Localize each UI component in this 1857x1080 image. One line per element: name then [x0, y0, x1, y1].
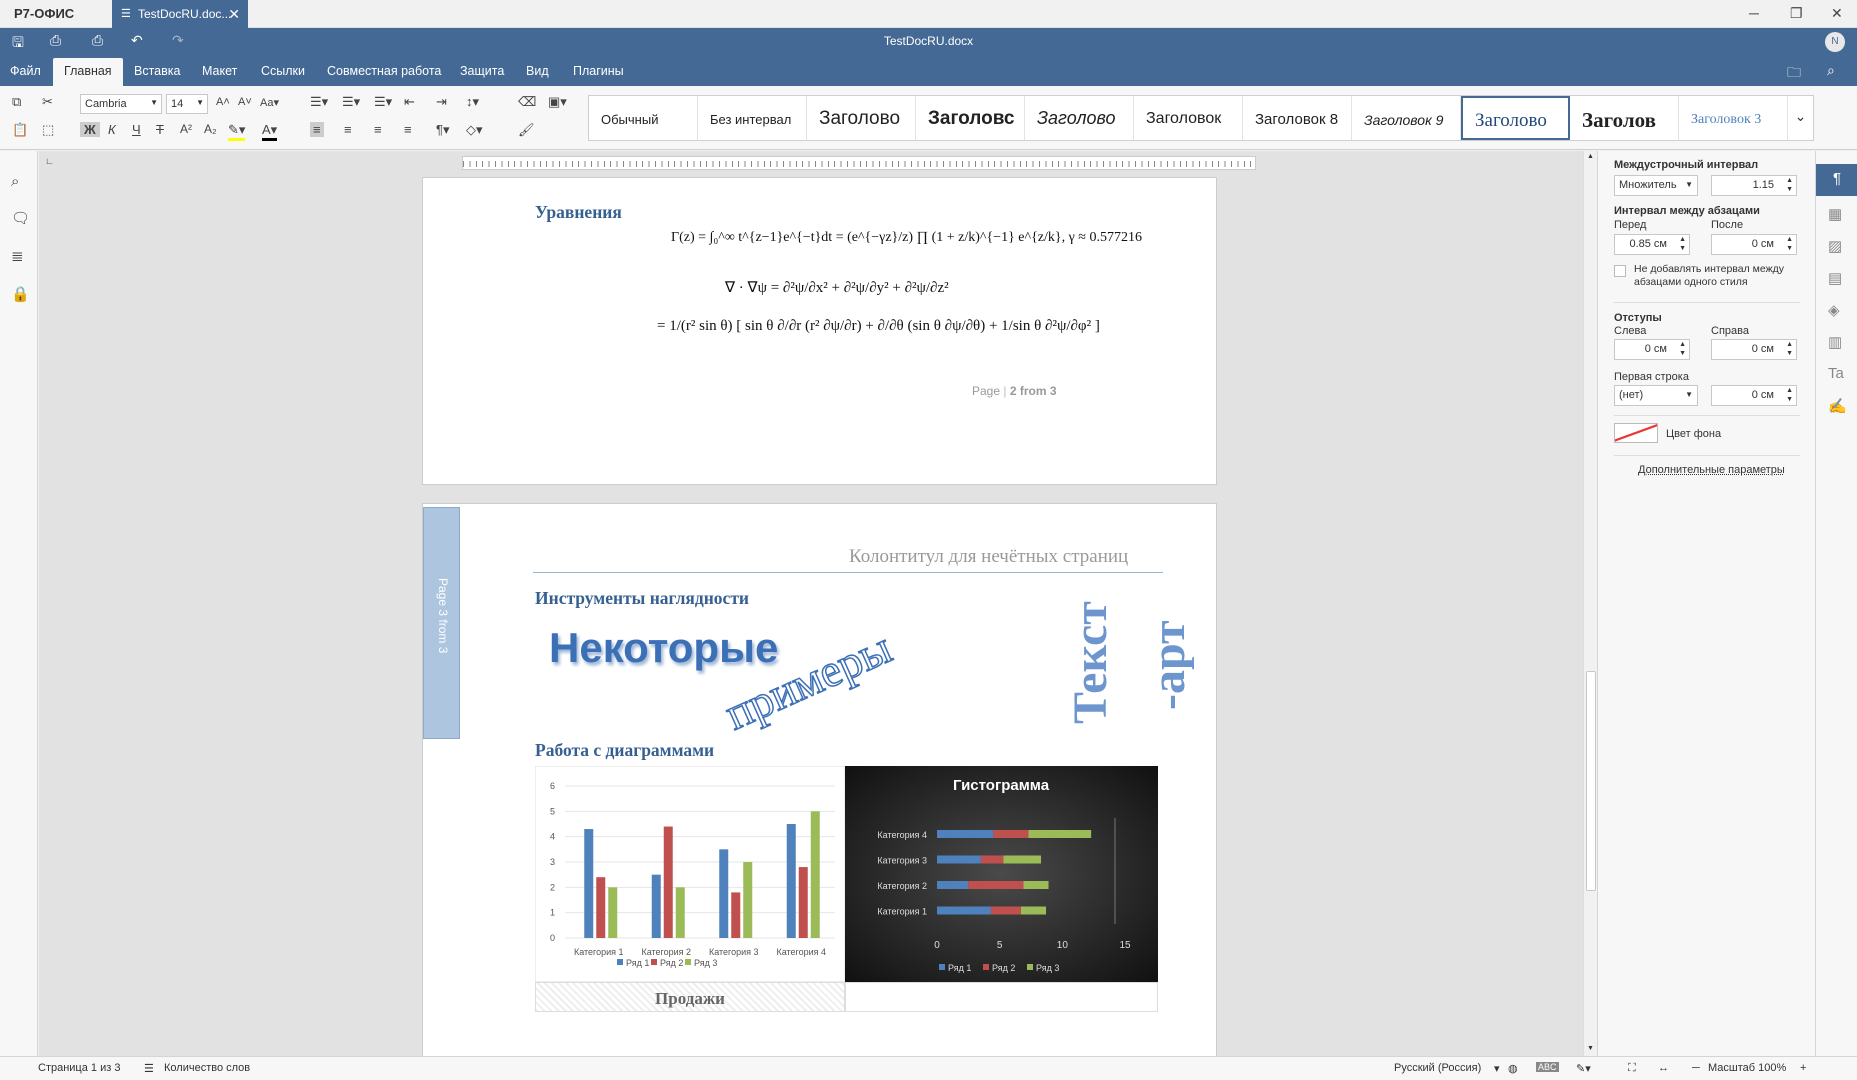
clear-style-icon[interactable]: ⌫ [518, 94, 537, 109]
document-tab[interactable] [112, 0, 248, 28]
spacing-before-input[interactable] [1614, 234, 1690, 255]
tab-stop-icon[interactable]: ∟ [45, 156, 54, 166]
search-icon[interactable]: ⌕ [11, 173, 20, 190]
image-icon[interactable]: ▨ [1828, 238, 1843, 255]
chart2-x-tick: 10 [1056, 940, 1068, 951]
chart1-bar [652, 875, 661, 938]
chart1-y-tick: 2 [549, 882, 555, 893]
spin-arrows-icon[interactable]: ▲ ▼ [1679, 341, 1686, 357]
divider [1614, 455, 1800, 456]
chart1-y-tick: 5 [549, 806, 555, 817]
language-dropdown-icon[interactable]: ▾ [1494, 1063, 1500, 1075]
chart2-x-tick: 0 [934, 940, 940, 951]
paste-icon[interactable]: 📋 [12, 122, 29, 137]
chart1-legend-swatch [651, 959, 657, 965]
signature-icon[interactable]: ✍ [1828, 398, 1847, 415]
font-name-select[interactable] [80, 94, 162, 114]
decrease-indent-icon[interactable]: ⇤ [404, 94, 415, 109]
spin-arrows-icon[interactable]: ▲ ▼ [1786, 177, 1793, 193]
chart2-bar [1003, 856, 1041, 864]
align-center-icon[interactable]: ≡ [344, 122, 352, 137]
scroll-thumb[interactable] [1586, 671, 1596, 891]
close-window-icon[interactable]: ✕ [1831, 5, 1843, 21]
stacked-bar-chart[interactable] [845, 766, 1158, 982]
color-scheme-icon[interactable]: ▣▾ [548, 94, 567, 109]
header-footer-icon[interactable]: ▤ [1828, 270, 1843, 287]
chart1-legend-label: Ряд 3 [694, 958, 718, 968]
no-interval-label: Не добавлять интервал между абзацами одного стиля [1634, 263, 1784, 288]
style-heading-3b[interactable]: Заголовок 3 [1679, 96, 1788, 140]
style-normal[interactable]: Обычный [589, 96, 698, 140]
zoom-in-icon[interactable]: + [1800, 1062, 1807, 1074]
globe-icon[interactable]: ◍ [1508, 1063, 1518, 1075]
menu-home[interactable]: Главная [53, 58, 123, 86]
spellcheck-icon[interactable]: ABC [1538, 1062, 1557, 1072]
menu-references[interactable]: Ссылки [261, 64, 306, 78]
justify-icon[interactable]: ≡ [404, 122, 412, 137]
equation-laplace[interactable]: ∇ · ∇ψ = ∂²ψ/∂x² + ∂²ψ/∂y² + ∂²ψ/∂z² [725, 280, 949, 296]
chart2-bar [968, 881, 1023, 889]
open-location-icon[interactable]: 🗀 [1787, 64, 1801, 80]
strikethrough-icon[interactable]: Т [156, 122, 164, 137]
scroll-up-icon[interactable]: ▲ [1587, 153, 1594, 160]
menu-view[interactable]: Вид [526, 64, 549, 78]
first-line-input[interactable] [1711, 385, 1797, 406]
page-2[interactable] [422, 177, 1217, 485]
chart2-legend-swatch [1027, 964, 1033, 970]
numbered-list-icon[interactable]: ☰▾ [342, 94, 361, 109]
indents-title: Отступы [1614, 312, 1662, 324]
increase-font-icon[interactable]: A˄ [216, 96, 230, 108]
right-tool-bar [1815, 151, 1857, 1056]
lock-icon[interactable]: 🔒 [11, 286, 30, 303]
chart1-bar [676, 887, 685, 938]
restore-icon[interactable]: ❐ [1790, 5, 1803, 21]
bold-icon[interactable]: Ж [80, 122, 100, 137]
document-area[interactable] [39, 151, 1597, 1056]
fit-width-icon[interactable]: ↔ [1658, 1062, 1669, 1074]
chart2-legend-label: Ряд 2 [992, 963, 1016, 973]
divider [1614, 302, 1800, 303]
chart1-bar [799, 867, 808, 938]
bg-color-label: Цвет фона [1666, 428, 1722, 440]
style-heading-4[interactable]: Заголовок [1134, 96, 1243, 140]
ruler-ticks [463, 161, 1255, 167]
chart3-title: Продажи [655, 989, 725, 1008]
footer-page-count: 2 from 3 [1009, 384, 1057, 398]
chart2-bar [937, 830, 993, 838]
chart2-legend-label: Ряд 3 [1036, 963, 1060, 973]
spin-arrows-icon[interactable]: ▲ ▼ [1679, 236, 1686, 252]
style-subtitle[interactable]: Заголов [1570, 96, 1679, 140]
print-icon[interactable]: ⎙ [50, 32, 62, 48]
line-mode-value: Множитель [1619, 179, 1677, 191]
chart1-x-tick: Категория 1 [573, 947, 624, 957]
chart1-bar [608, 887, 617, 938]
chart1-y-tick: 1 [549, 907, 555, 918]
first-line-mode-select[interactable] [1614, 385, 1698, 406]
wordart-art[interactable]: -арт [1142, 620, 1195, 710]
spin-arrows-icon[interactable]: ▲ ▼ [1786, 236, 1793, 252]
chart1-x-tick: Категория 3 [708, 947, 759, 957]
menu-layout[interactable]: Макет [202, 64, 238, 78]
scroll-down-icon[interactable]: ▼ [1587, 1045, 1594, 1052]
spacing-after-input[interactable] [1711, 234, 1797, 255]
heading-charts: Работа с диаграммами [535, 740, 715, 760]
page-side-tab [423, 507, 460, 739]
font-size-select[interactable] [166, 94, 208, 114]
save-icon[interactable]: 🖫 [12, 34, 24, 50]
word-count[interactable]: Количество слов [164, 1062, 251, 1074]
align-right-icon[interactable]: ≡ [374, 122, 382, 137]
side-tab-label: Page 3 from 3 [436, 578, 450, 654]
track-changes-icon[interactable]: ✎▾ [1576, 1063, 1591, 1075]
after-value: 0 см [1751, 238, 1774, 250]
menu-insert[interactable]: Вставка [134, 64, 181, 78]
navigation-icon[interactable]: ≣ [11, 248, 24, 265]
font-size-value: 14 [171, 98, 184, 110]
left-indent-input[interactable] [1614, 339, 1690, 360]
chevron-down-icon: ▼ [1685, 390, 1693, 399]
chart1-y-tick: 6 [549, 781, 555, 791]
vertical-scrollbar[interactable] [1583, 151, 1597, 1056]
chart2-y-tick: Категория 1 [877, 906, 927, 917]
advanced-settings-link[interactable]: Дополнительные параметры [1638, 464, 1785, 476]
chart1-bar [811, 811, 820, 938]
superscript-icon[interactable]: A² [180, 122, 192, 136]
decrease-font-icon[interactable]: A˅ [238, 96, 252, 108]
shading-icon[interactable]: ◇▾ [466, 122, 483, 137]
line-spacing-mode-select[interactable] [1614, 175, 1698, 196]
chart1-x-tick: Категория 4 [776, 947, 827, 957]
chart1-bar [664, 827, 673, 938]
redo-icon[interactable]: ↷ [172, 32, 184, 48]
select-all-icon[interactable]: ⬚ [42, 122, 55, 137]
chart2-legend-label: Ряд 1 [948, 963, 972, 973]
chart2-bar [1028, 830, 1091, 838]
header-rule [533, 572, 1163, 573]
font-name-value: Cambria [85, 98, 127, 110]
before-value: 0.85 см [1629, 238, 1667, 250]
bullet-list-icon[interactable]: ☰▾ [310, 94, 329, 109]
style-heading-3[interactable]: Заголово [1025, 96, 1134, 140]
before-label: Перед [1614, 219, 1647, 231]
shape-icon[interactable]: ◈ [1828, 302, 1840, 319]
text-art-icon[interactable]: Ta [1828, 365, 1844, 382]
first-line-mode-value: (нет) [1619, 389, 1644, 401]
chart2-y-tick: Категория 4 [877, 830, 927, 840]
chevron-down-icon: ▼ [196, 98, 204, 107]
chart2-x-tick: 15 [1119, 940, 1131, 951]
chart2-legend-swatch [939, 964, 945, 970]
chart1-y-tick: 0 [549, 933, 555, 943]
paragraph-settings-panel [1597, 151, 1815, 1056]
paragraph-icon[interactable]: ¶ [1816, 164, 1857, 196]
chart3-area[interactable] [535, 982, 845, 1012]
zoom-level[interactable]: Масштаб 100% [1708, 1062, 1787, 1074]
nonprinting-chars-icon[interactable]: ¶▾ [436, 122, 450, 137]
style-title[interactable]: Заголово [1461, 96, 1570, 140]
font-color-icon[interactable]: A▾ [262, 122, 277, 141]
first-line-value: 0 см [1751, 389, 1774, 401]
line-spacing-input[interactable] [1711, 175, 1797, 196]
undo-icon[interactable]: ↶ [131, 32, 143, 48]
chart1-legend-swatch [617, 959, 623, 965]
app-logo: Р7-ОФИС [14, 6, 75, 21]
chart1-y-tick: 3 [549, 857, 555, 867]
chart2-bar [937, 856, 981, 864]
search-icon[interactable]: ⌕ [1827, 62, 1835, 78]
footer-page-label: Page [972, 384, 1001, 398]
left-indent-value: 0 см [1644, 343, 1667, 355]
style-heading-9[interactable]: Заголовок 9 [1352, 96, 1461, 140]
chart2-title: Гистограмма [952, 777, 1050, 794]
equation-gamma[interactable]: Γ(z) = ∫₀^∞ t^{z−1}e^{−t}dt = (e^{−γz}/z) ∏ (1 + z/k)^{−1} e^{z/k}, γ ≈ 0.577216 [671, 230, 1142, 245]
app-header [0, 28, 1857, 86]
chart2-bar [1023, 881, 1048, 889]
chevron-down-icon: ▼ [150, 98, 158, 107]
copy-icon[interactable]: ⧉ [12, 94, 22, 109]
menu-collaboration[interactable]: Совместная работа [327, 64, 442, 78]
chart1-legend-label: Ряд 1 [626, 958, 650, 968]
right-indent-input[interactable] [1711, 339, 1797, 360]
right-indent-value: 0 см [1751, 343, 1774, 355]
underline-icon[interactable]: Ч [132, 122, 141, 137]
chart2-bar [991, 907, 1021, 915]
wordart-some[interactable]: Некоторые [549, 624, 779, 671]
word-count-icon: ☰ [144, 1063, 154, 1075]
chart1-bar [731, 892, 740, 938]
chart2-bar [1021, 907, 1046, 915]
page-counter[interactable]: Страница 1 из 3 [38, 1062, 121, 1074]
increase-indent-icon[interactable]: ⇥ [436, 94, 447, 109]
wordart-text[interactable]: Текст [1064, 601, 1117, 724]
italic-icon[interactable]: К [108, 122, 116, 137]
chart2-x-tick: 5 [996, 940, 1003, 951]
chart4-area[interactable] [845, 982, 1158, 1012]
line-value: 1.15 [1752, 179, 1774, 191]
close-tab-icon[interactable]: ✕ [228, 6, 240, 22]
page-footer [972, 384, 1057, 398]
equation-spherical[interactable]: = 1/(r² sin θ) [ sin θ ∂/∂r (r² ∂ψ/∂r) + ∂/∂θ (sin θ ∂ψ/∂θ) + 1/sin θ ∂²ψ/∂φ² ] [657, 318, 1100, 334]
highlight-icon[interactable]: ✎▾ [228, 122, 245, 141]
chart1-bar [584, 829, 593, 938]
chart1-x-tick: Категория 2 [641, 947, 692, 957]
style-gallery-expand[interactable]: ⌄ [1788, 95, 1814, 141]
menu-plugins[interactable]: Плагины [573, 64, 624, 78]
status-bar [0, 1056, 1857, 1080]
left-sidebar [0, 151, 38, 1056]
style-heading-8[interactable]: Заголовок 8 [1243, 96, 1352, 140]
chart1-bar [787, 824, 796, 938]
first-line-label: Первая строка [1614, 371, 1689, 383]
multilevel-list-icon[interactable]: ☰▾ [374, 94, 393, 109]
page-3[interactable] [422, 503, 1217, 1056]
chart-icon[interactable]: ▥ [1828, 334, 1843, 351]
spin-arrows-icon[interactable]: ▲ ▼ [1786, 387, 1793, 403]
style-no-spacing[interactable]: Без интервал [698, 96, 807, 140]
zoom-out-icon[interactable]: ─ [1692, 1062, 1700, 1074]
avatar[interactable]: N [1825, 32, 1845, 52]
chart1-bar [719, 849, 728, 938]
no-interval-checkbox[interactable] [1614, 265, 1626, 277]
style-heading-1[interactable]: Заголово [807, 96, 916, 140]
chart2-bar [937, 881, 968, 889]
chart2-legend-swatch [983, 964, 989, 970]
divider [1614, 415, 1800, 416]
wordart-examples[interactable]: примеры [717, 621, 899, 740]
clustered-column-chart[interactable] [535, 766, 845, 982]
cut-icon[interactable]: ✂ [42, 94, 53, 109]
chart2-bar [993, 830, 1028, 838]
table-icon[interactable]: ▦ [1828, 206, 1843, 223]
bg-color-picker[interactable] [1614, 423, 1658, 443]
chart1-legend-label: Ряд 2 [660, 958, 684, 968]
chart2-bar [981, 856, 1004, 864]
menu-protection[interactable]: Защита [460, 64, 505, 78]
chart2-y-tick: Категория 3 [877, 855, 927, 866]
title-bar [0, 0, 1857, 28]
paragraph-spacing-title: Интервал между абзацами [1614, 205, 1760, 217]
style-gallery [588, 95, 1788, 141]
heading-equations: Уравнения [535, 202, 622, 222]
chart2-y-tick: Категория 2 [877, 881, 927, 891]
right-indent-label: Справа [1711, 325, 1749, 337]
left-indent-label: Слева [1614, 325, 1647, 337]
align-left-icon[interactable]: ≡ [310, 122, 324, 137]
document-icon: ☰ [121, 8, 131, 20]
menu-file[interactable]: Файл [10, 64, 41, 78]
quick-print-icon[interactable]: ⎙ [92, 32, 104, 48]
minimize-icon[interactable]: ─ [1749, 5, 1759, 21]
language-select[interactable]: Русский (Россия) [1394, 1062, 1482, 1074]
line-spacing-icon[interactable]: ↕▾ [466, 94, 480, 109]
document-tab-label: TestDocRU.doc... [138, 7, 232, 21]
chevron-down-icon: ▼ [1685, 180, 1693, 189]
subscript-icon[interactable]: A₂ [204, 122, 217, 136]
chart1-bar [743, 862, 752, 938]
fit-page-icon[interactable]: ⛶ [1628, 1062, 1636, 1074]
chart1-y-tick: 4 [549, 831, 555, 842]
change-case-icon[interactable]: Aa▾ [260, 97, 279, 109]
style-heading-2[interactable]: Заголовс [916, 96, 1025, 140]
document-title: TestDocRU.docx [883, 34, 974, 48]
chart1-bar [596, 877, 605, 938]
horizontal-ruler[interactable] [462, 156, 1256, 170]
after-label: После [1711, 219, 1744, 231]
chart2-bar [937, 907, 991, 915]
page-header[interactable]: Колонтитул для нечётных страниц [849, 546, 1129, 567]
line-spacing-title: Междустрочный интервал [1614, 159, 1759, 171]
heading-visual-tools: Инструменты наглядности [535, 588, 750, 608]
chart1-legend-swatch [685, 959, 691, 965]
copy-style-icon[interactable]: 🖌 [518, 122, 535, 137]
comments-icon[interactable]: 🗨 [11, 210, 31, 227]
spin-arrows-icon[interactable]: ▲ ▼ [1786, 341, 1793, 357]
footer-divider: | [1003, 384, 1010, 398]
